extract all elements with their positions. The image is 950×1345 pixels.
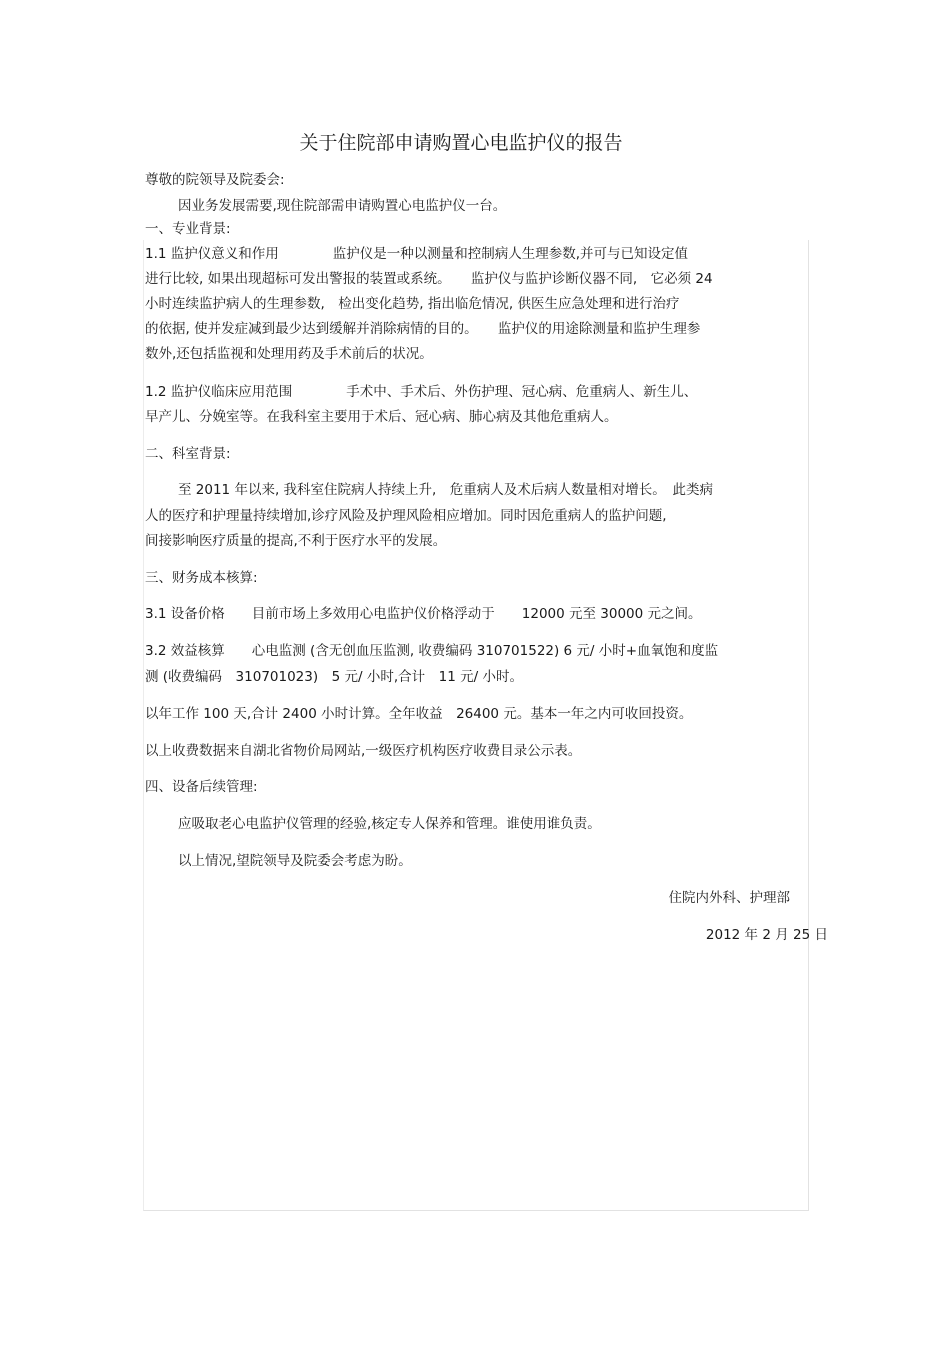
intro-paragraph: 因业务发展需要,现住院部需申请购置心电监护仪一台。 xyxy=(178,198,507,214)
section3-heading: 三、财务成本核算: xyxy=(145,570,258,586)
section1-p1-line: 进行比较, 如果出现超标可发出警报的装置或系统。 监护仪与监护诊断仪器不同, 它必须 24 xyxy=(145,271,713,287)
section4-text: 应吸取老心电监护仪管理的经验,核定专人保养和管理。谁使用谁负责。 xyxy=(178,816,601,832)
section2-line: 至 2011 年以来, 我科室住院病人持续上升, 危重病人及术后病人数量相对增长。 此类病 xyxy=(178,482,714,498)
section2-line: 人的医疗和护理量持续增加,诊疗风险及护理风险相应增加。同时因危重病人的监护问题, xyxy=(145,508,667,524)
section4-heading: 四、设备后续管理: xyxy=(145,779,258,795)
section3-benefit-line: 测 (收费编码 310701023) 5 元/ 小时,合计 11 元/ 小时。 xyxy=(145,669,523,685)
section1-p1-line: 1.1 监护仪意义和作用 监护仪是一种以测量和控制病人生理参数,并可与已知设定值 xyxy=(145,246,689,262)
section1-p1-line: 数外,还包括监视和处理用药及手术前后的状况。 xyxy=(145,346,433,362)
section3-benefit-line: 3.2 效益核算 心电监测 (含无创血压监测, 收费编码 310701522) 6 元/ 小时+血氧饱和度监 xyxy=(145,643,719,659)
section1-p1-line: 小时连续监护病人的生理参数, 检出变化趋势, 指出临危情况, 供医生应急处理和进行治疗 xyxy=(145,296,680,312)
section1-p2-line: 1.2 监护仪临床应用范围 手术中、手术后、外伤护理、冠心病、危重病人、新生儿、 xyxy=(145,384,698,400)
document-title: 关于住院部申请购置心电监护仪的报告 xyxy=(299,132,623,154)
section3-annual: 以年工作 100 天,合计 2400 小时计算。全年收益 26400 元。基本一年之内可收回投资。 xyxy=(145,706,693,722)
salutation: 尊敬的院领导及院委会: xyxy=(145,172,285,188)
section2-heading: 二、科室背景: xyxy=(145,446,231,462)
section3-source: 以上收费数据来自湖北省物价局网站,一级医疗机构医疗收费目录公示表。 xyxy=(145,743,582,759)
signature: 住院内外科、护理部 xyxy=(668,890,790,906)
section1-heading: 一、专业背景: xyxy=(145,221,231,237)
closing-paragraph: 以上情况,望院领导及院委会考虑为盼。 xyxy=(178,853,412,869)
section1-p2-line: 早产儿、分娩室等。在我科室主要用于术后、冠心病、肺心病及其他危重病人。 xyxy=(145,409,618,425)
date: 2012 年 2 月 25 日 xyxy=(705,927,828,943)
section2-line: 间接影响医疗质量的提高,不利于医疗水平的发展。 xyxy=(145,533,447,549)
section3-price: 3.1 设备价格 目前市场上多效用心电监护仪价格浮动于 12000 元至 30000 元之间。 xyxy=(145,606,702,622)
section1-p1-line: 的依据, 使并发症减到最少达到缓解并消除病情的目的。 监护仪的用途除测量和监护生理参 xyxy=(145,321,701,337)
